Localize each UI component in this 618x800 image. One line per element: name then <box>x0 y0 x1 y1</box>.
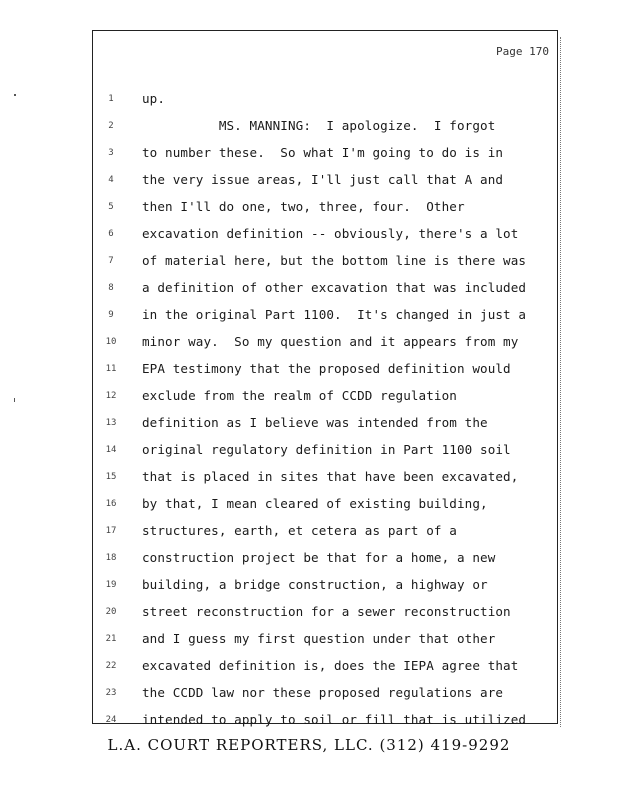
line-number: 23 <box>105 688 117 698</box>
transcript-line <box>93 469 559 496</box>
scan-speck <box>14 94 16 96</box>
transcript-line <box>93 496 559 523</box>
line-text: that is placed in sites that have been excavated, <box>142 469 519 484</box>
line-number: 22 <box>105 661 117 671</box>
line-number: 12 <box>105 391 117 401</box>
transcript-line <box>93 199 559 226</box>
line-number: 6 <box>108 229 114 239</box>
line-number: 15 <box>105 472 117 482</box>
transcript-line <box>93 226 559 253</box>
line-text: by that, I mean cleared of existing building, <box>142 496 488 511</box>
transcript-line <box>93 307 559 334</box>
line-text: EPA testimony that the proposed definition would <box>142 361 511 376</box>
line-text: excavated definition is, does the IEPA agree that <box>142 658 519 673</box>
line-text: MS. MANNING: I apologize. I forgot <box>142 118 496 133</box>
transcript-line <box>93 523 559 550</box>
line-number: 14 <box>105 445 117 455</box>
line-number: 24 <box>105 715 117 725</box>
line-number: 20 <box>105 607 117 617</box>
line-text: definition as I believe was intended from the <box>142 415 488 430</box>
line-text: and I guess my first question under that other <box>142 631 496 646</box>
transcript-line <box>93 712 559 739</box>
line-number: 11 <box>105 364 117 374</box>
line-text: minor way. So my question and it appears from my <box>142 334 519 349</box>
transcript-line <box>93 145 559 172</box>
line-text: the very issue areas, I'll just call that A and <box>142 172 504 187</box>
line-number: 1 <box>108 94 114 104</box>
line-text: building, a bridge construction, a highway or <box>142 577 488 592</box>
transcript-line <box>93 334 559 361</box>
transcript-line <box>93 253 559 280</box>
line-number: 9 <box>108 310 114 320</box>
line-number: 19 <box>105 580 117 590</box>
transcript-line <box>93 550 559 577</box>
transcript-line <box>93 388 559 415</box>
line-text: then I'll do one, two, three, four. Other <box>142 199 465 214</box>
line-text: street reconstruction for a sewer reconstruction <box>142 604 511 619</box>
line-number: 18 <box>105 553 117 563</box>
line-text: construction project be that for a home, a new <box>142 550 496 565</box>
line-text: excavation definition -- obviously, there's a lot <box>142 226 519 241</box>
line-text: of material here, but the bottom line is there was <box>142 253 527 268</box>
line-number: 3 <box>108 148 114 158</box>
line-text: the CCDD law nor these proposed regulations are <box>142 685 504 700</box>
transcript-line <box>93 91 559 118</box>
transcript-line <box>93 280 559 307</box>
page-number: Page 170 <box>496 45 549 58</box>
line-number: 2 <box>108 121 114 131</box>
line-number: 17 <box>105 526 117 536</box>
line-number: 5 <box>108 202 114 212</box>
line-text: to number these. So what I'm going to do is in <box>142 145 504 160</box>
line-number: 7 <box>108 256 114 266</box>
line-text: exclude from the realm of CCDD regulation <box>142 388 457 403</box>
transcript-line <box>93 118 559 145</box>
line-number: 21 <box>105 634 117 644</box>
line-number: 16 <box>105 499 117 509</box>
line-number: 10 <box>105 337 117 347</box>
transcript-line <box>93 658 559 685</box>
transcript-line <box>93 577 559 604</box>
line-number: 4 <box>108 175 114 185</box>
line-number: 13 <box>105 418 117 428</box>
transcript-line <box>93 442 559 469</box>
transcript-line <box>93 685 559 712</box>
line-text: intended to apply to soil or fill that is utilized <box>142 712 527 727</box>
line-text: up. <box>142 91 166 106</box>
transcript-line <box>93 631 559 658</box>
transcript-line <box>93 361 559 388</box>
transcript-line <box>93 172 559 199</box>
transcript-page <box>92 30 558 727</box>
line-text: in the original Part 1100. It's changed in just a <box>142 307 527 322</box>
transcript-line <box>93 415 559 442</box>
transcript-line <box>93 604 559 631</box>
line-text: structures, earth, et cetera as part of a <box>142 523 457 538</box>
court-reporter-footer: L.A. COURT REPORTERS, LLC. (312) 419-9292 <box>107 736 511 754</box>
scan-speck <box>14 398 15 402</box>
line-text: a definition of other excavation that was included <box>142 280 527 295</box>
line-text: original regulatory definition in Part 1100 soil <box>142 442 511 457</box>
line-number: 8 <box>108 283 114 293</box>
